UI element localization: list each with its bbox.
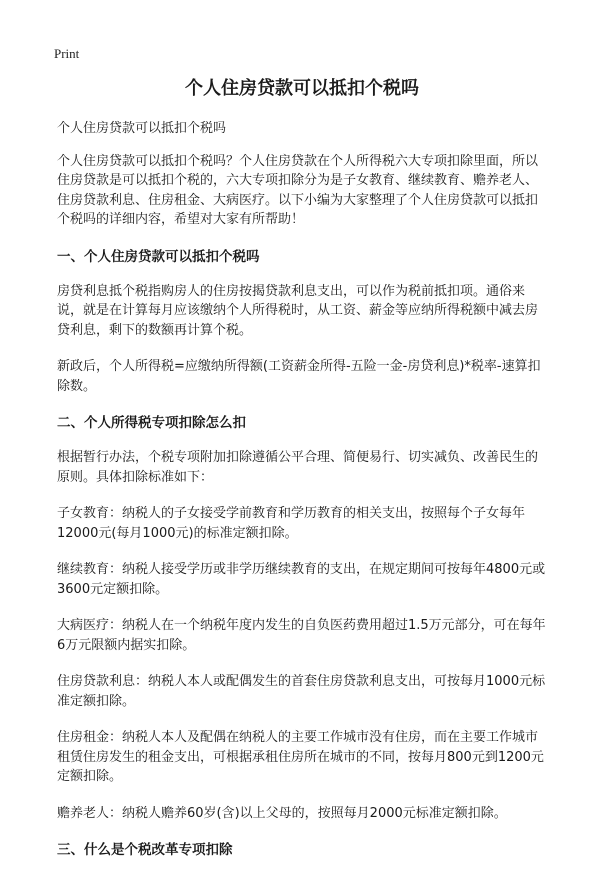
section-heading-2: 二、个人所得税专项扣除怎么扣 [57,415,246,431]
section-1-paragraph: 房贷利息抵个税指购房人的住房按揭贷款利息支出，可以作为税前抵扣项。通俗来说，就是在计算每月应该缴纳个人所得税时，从工资、薪金等应纳所得税额中减去房贷利息，剩下的数额再计算个税。 [57,283,539,338]
section-2-paragraph: 住房租金：纳税人本人及配偶在纳税人的主要工作城市没有住房，而在主要工作城市租赁住房发生的租金支出，可根据承租住房所在城市的不同，按每月800元到1200元定额扣除。 [57,730,544,784]
section-heading-3: 三、什么是个税改革专项扣除 [57,842,233,858]
article [57,76,547,875]
section-2-paragraph: 子女教育：纳税人的子女接受学前教育和学历教育的相关支出，按照每个子女每年12000元(每月1000元)的标准定额扣除。 [57,506,526,541]
section-1-paragraph: 新政后，个人所得税=应缴纳所得额(工资薪金所得-五险一金-房贷利息)*税率-速算扣除数。 [57,359,541,394]
page-title: 个人住房贷款可以抵扣个税吗 [185,78,419,99]
section-2-paragraph: 住房贷款利息：纳税人本人或配偶发生的首套住房贷款利息支出，可按每月1000元标准定额扣除。 [57,674,546,709]
section-2-paragraph: 大病医疗：纳税人在一个纳税年度内发生的自负医药费用超过1.5万元部分，可在每年6万元限额内据实扣除。 [57,618,546,653]
section-2-paragraph: 继续教育：纳税人接受学历或非学历继续教育的支出，在规定期间可按每年4800元或3600元定额扣除。 [57,562,546,597]
article-subtitle: 个人住房贷款可以抵扣个税吗 [57,121,227,136]
print-link[interactable]: Print [54,46,80,61]
section-2-paragraph: 赡养老人：纳税人赡养60岁(含)以上父母的，按照每月2000元标准定额扣除。 [57,805,507,821]
section-2-paragraph: 根据暂行办法，个税专项附加扣除遵循公平合理、简便易行、切实减负、改善民生的原则。具体扣除标准如下： [57,450,539,485]
section-heading-1: 一、个人住房贷款可以抵扣个税吗 [57,248,260,265]
intro-paragraph: 个人住房贷款可以抵扣个税吗？个人住房贷款在个人所得税六大专项扣除里面，所以住房贷款是可以抵扣个税的，六大专项扣除分为是子女教育、继续教育、赡养老人、住房贷款利息、住房租金、大病医疗。以下小编为大家整理了个人住房贷款可以抵扣个税吗的详细内容，希望对大家有所帮助！ [57,153,539,227]
